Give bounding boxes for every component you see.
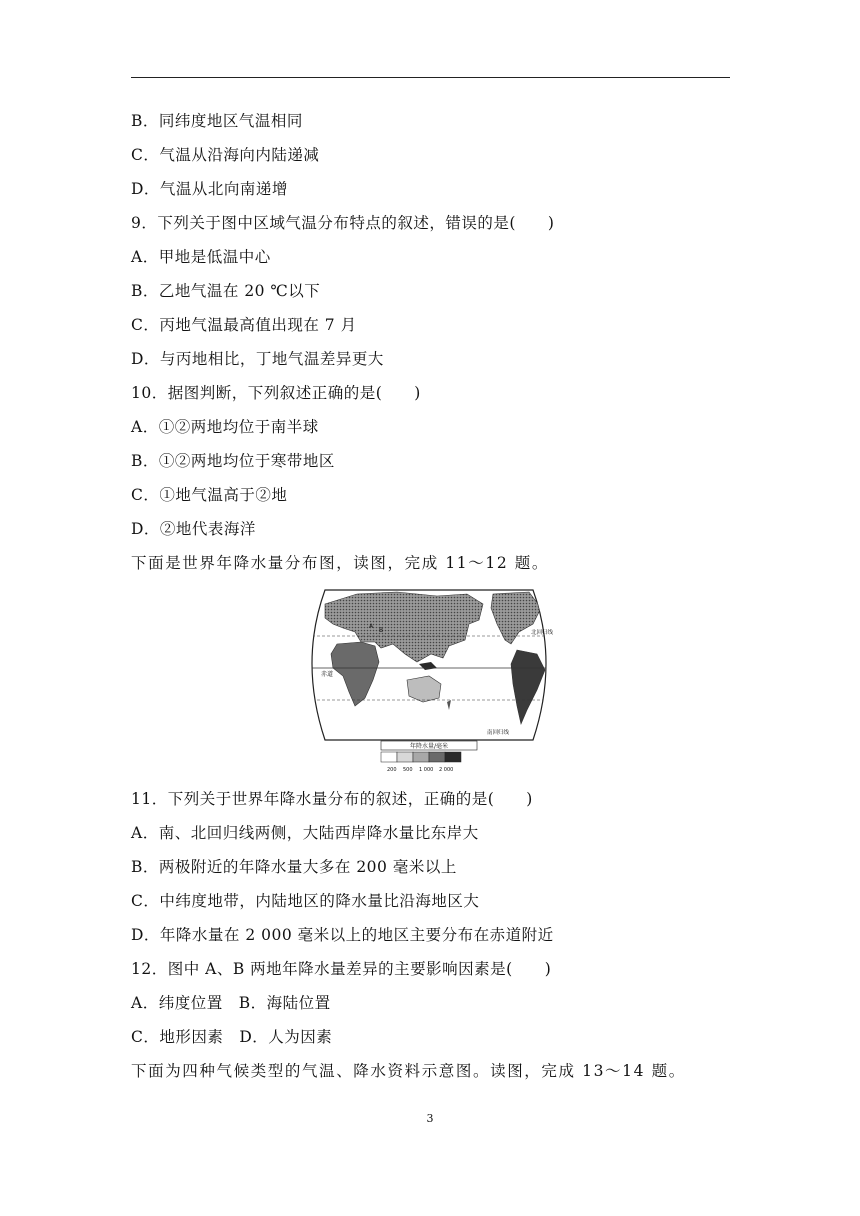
option-10c: C．①地气温高于②地 (131, 486, 288, 504)
option-10a: A．①②两地均位于南半球 (131, 418, 319, 436)
option-10d: D．②地代表海洋 (131, 520, 256, 538)
question-9-stem: 9．下列关于图中区域气温分布特点的叙述，错误的是( ) (131, 214, 555, 232)
options-12-row2: C．地形因素 D．人为因素 (131, 1028, 333, 1046)
question-12-stem: 12．图中 A、B 两地年降水量差异的主要影响因素是( ) (131, 960, 552, 978)
option-8c: C．气温从沿海向内陆递减 (131, 146, 320, 164)
option-9c: C．丙地气温最高值出现在 7 月 (131, 316, 357, 334)
option-9d: D．与丙地相比，丁地气温差异更大 (131, 350, 384, 368)
question-10-stem: 10．据图判断，下列叙述正确的是( ) (131, 384, 421, 402)
option-9a: A．甲地是低温中心 (131, 248, 271, 266)
legend-tick-1000: 1 000 (419, 767, 434, 773)
option-8b: B．同纬度地区气温相同 (131, 112, 303, 130)
header-rule (131, 77, 730, 78)
point-a-label: A (369, 623, 374, 630)
legend-tick-200: 200 (387, 767, 397, 773)
legend-title: 年降水量/毫米 (409, 743, 449, 750)
legend-swatch-3 (429, 752, 445, 762)
map-legend (381, 741, 477, 773)
map-intro-text: 下面是世界年降水量分布图，读图，完成 11～12 题。 (131, 554, 550, 572)
legend-swatch-4 (445, 752, 461, 762)
option-11b: B．两极附近的年降水量大多在 200 毫米以上 (131, 858, 457, 876)
world-precipitation-map (297, 584, 561, 774)
option-11c: C．中纬度地带，内陆地区的降水量比沿海地区大 (131, 892, 480, 910)
question-11-stem: 11．下列关于世界年降水量分布的叙述，正确的是( ) (131, 790, 533, 808)
option-9b: B．乙地气温在 20 ℃以下 (131, 282, 321, 300)
point-b-label: B (379, 627, 384, 634)
option-11d: D．年降水量在 2 000 毫米以上的地区主要分布在赤道附近 (131, 926, 554, 944)
option-11a: A．南、北回归线两侧，大陆西岸降水量比东岸大 (131, 824, 479, 842)
legend-swatch-0 (381, 752, 397, 762)
options-12-row1: A．纬度位置 B．海陆位置 (131, 994, 331, 1012)
tropic-south-label: 南回归线 (487, 730, 510, 736)
page-number: 3 (426, 1112, 434, 1125)
climate-intro-text: 下面为四种气候类型的气温、降水资料示意图。读图，完成 13～14 题。 (131, 1062, 686, 1080)
option-8d: D．气温从北向南递增 (131, 180, 288, 198)
legend-swatch-1 (397, 752, 413, 762)
legend-swatch-2 (413, 752, 429, 762)
legend-tick-500: 500 (403, 767, 413, 773)
tropic-north-label: 北回归线 (531, 630, 554, 636)
option-10b: B．①②两地均位于寒带地区 (131, 452, 335, 470)
equator-label: 赤道 (321, 671, 334, 678)
legend-tick-2000: 2 000 (439, 767, 454, 773)
